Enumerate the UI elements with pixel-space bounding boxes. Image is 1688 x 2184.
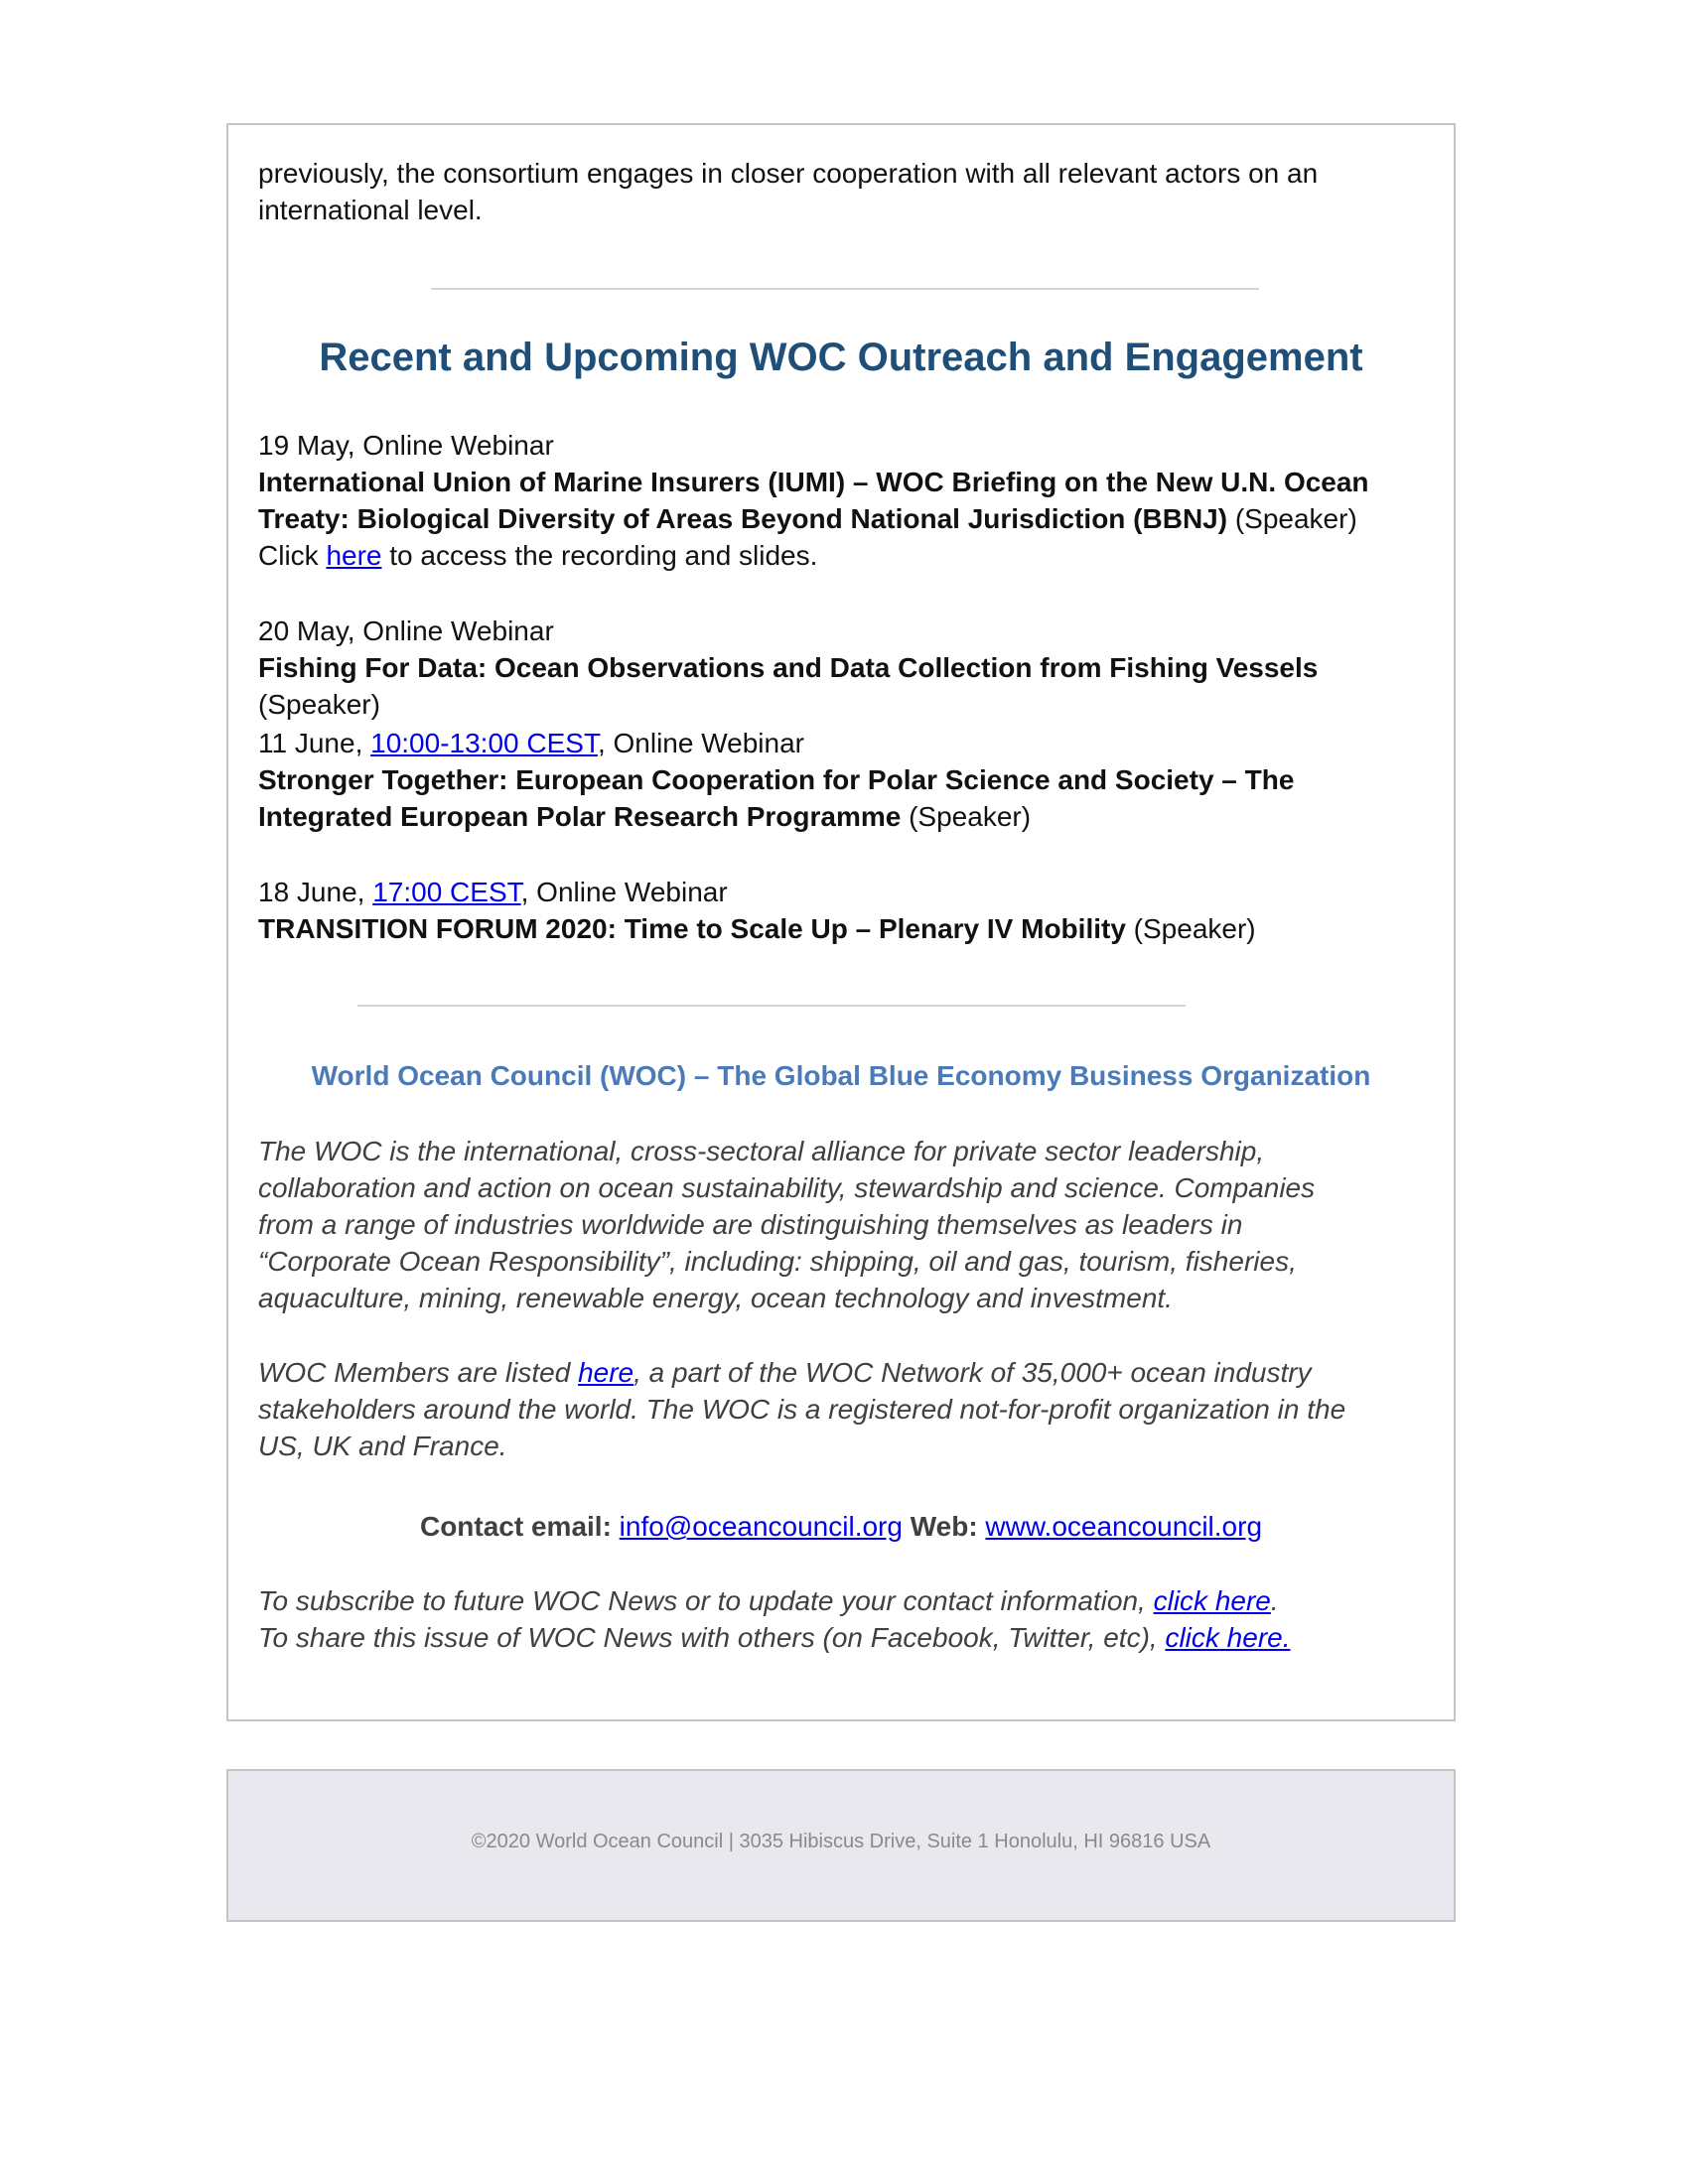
event-title: Stronger Together: European Cooperation for Polar Science and Society – The Integrated European Polar Research Programme	[258, 764, 1295, 832]
subscribe-link[interactable]: click here	[1153, 1585, 1271, 1616]
divider-top	[431, 288, 1259, 290]
recording-link[interactable]: here	[326, 540, 382, 571]
event-role: (Speaker)	[901, 801, 1032, 832]
event-extra-line	[258, 537, 1434, 574]
event-date: 20 May, Online Webinar	[258, 615, 554, 646]
share-link[interactable]: click here.	[1165, 1622, 1291, 1653]
event-date-post: , Online Webinar	[520, 877, 728, 907]
org-description: The WOC is the international, cross-sectoral alliance for private sector leadership, collaboration and action on ocean sustainability, stewardship and science. Companies from a range of industries worldwide are distinguishing themselves as leaders in “Corporate Ocean Responsibility”, including: shipping, oil and gas, tourism, fisheries, aquaculture, mining, renewable energy, ocean technology and investment.	[258, 1136, 1316, 1313]
event-extra-pre: Click	[258, 540, 327, 571]
event-title: TRANSITION FORUM 2020: Time to Scale Up – Plenary IV Mobility	[258, 913, 1126, 944]
event-title-line	[258, 761, 1434, 835]
members-link[interactable]: here	[578, 1357, 634, 1388]
event-title-line	[258, 910, 1434, 947]
share-pre: To share this issue of WOC News with others (on Facebook, Twitter, etc),	[258, 1622, 1166, 1653]
footer-address: ©2020 World Ocean Council | 3035 Hibiscus Drive, Suite 1 Honolulu, HI 96816 USA	[471, 1831, 1211, 1852]
members-pre: WOC Members are listed	[258, 1357, 579, 1388]
intro-paragraph: previously, the consortium engages in closer cooperation with all relevant actors on an international level.	[258, 158, 1319, 225]
event-date-pre: 11 June,	[258, 728, 371, 758]
event-date-post: , Online Webinar	[597, 728, 804, 758]
org-title: World Ocean Council (WOC) – The Global Blue Economy Business Organization	[311, 1060, 1371, 1091]
event-date	[258, 874, 1434, 910]
event-role: (Speaker)	[258, 689, 380, 720]
event-role: (Speaker)	[1227, 503, 1357, 534]
event-title-line	[258, 649, 1434, 723]
subscribe-block	[258, 1582, 1434, 1656]
event-item	[258, 427, 1434, 574]
org-members	[258, 1354, 1374, 1464]
members-post: , a part of the WOC Network of 35,000+ ocean industry stakeholders around the world. The WOC is a registered not-for-profit organization in the US, UK and France.	[258, 1357, 1346, 1461]
event-role: (Speaker)	[1125, 913, 1256, 944]
subscribe-line	[258, 1582, 1434, 1619]
event-time-link[interactable]: 17:00 CEST	[372, 877, 521, 907]
event-date: 19 May, Online Webinar	[258, 430, 554, 461]
contact-email-link[interactable]: info@oceancouncil.org	[619, 1511, 903, 1542]
event-extra-post: to access the recording and slides.	[381, 540, 818, 571]
contact-web-label: Web:	[902, 1511, 986, 1542]
subscribe-post: .	[1270, 1585, 1279, 1616]
footer	[226, 1769, 1456, 1922]
contact-web-link[interactable]: www.oceancouncil.org	[985, 1511, 1263, 1542]
subscribe-pre: To subscribe to future WOC News or to update your contact information,	[258, 1585, 1154, 1616]
share-line	[258, 1619, 1434, 1656]
event-title: International Union of Marine Insurers (IUMI) – WOC Briefing on the New U.N. Ocean Treaty: Biological Diversity of Areas Beyond National Jurisdiction (BBNJ)	[258, 467, 1369, 534]
event-title-line	[258, 464, 1434, 537]
event-item	[258, 874, 1434, 947]
event-time-link[interactable]: 10:00-13:00 CEST	[370, 728, 598, 758]
event-item	[258, 613, 1434, 723]
divider-bottom	[357, 1005, 1186, 1007]
event-title: Fishing For Data: Ocean Observations and Data Collection from Fishing Vessels	[258, 652, 1319, 683]
event-item	[258, 725, 1434, 835]
newsletter-card	[226, 123, 1456, 1721]
event-date-pre: 18 June,	[258, 877, 373, 907]
contact-email-label: Contact email:	[419, 1511, 620, 1542]
contact-line	[228, 1511, 1454, 1543]
event-date	[258, 725, 1434, 761]
section-heading: Recent and Upcoming WOC Outreach and Engagement	[319, 336, 1363, 379]
